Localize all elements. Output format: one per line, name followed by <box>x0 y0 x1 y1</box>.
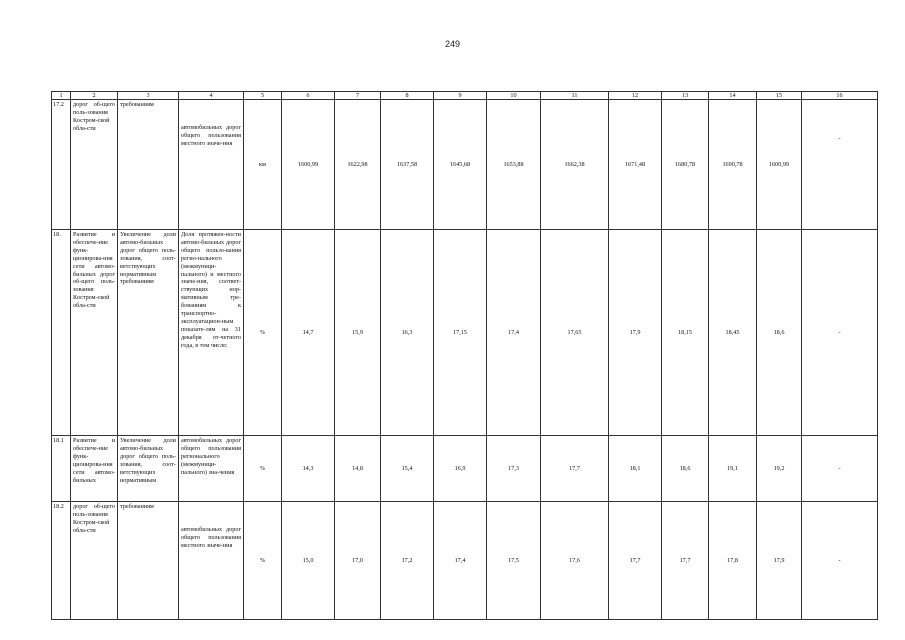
value-cell: 18,15 <box>662 230 709 436</box>
value-cell: 1671,48 <box>609 100 662 230</box>
value-cell: 15,9 <box>335 230 381 436</box>
header-cell: 8 <box>381 92 434 100</box>
value-cell: 17,7 <box>662 502 709 620</box>
value-cell: 1600,99 <box>282 100 335 230</box>
value-cell: 18,6 <box>757 230 802 436</box>
row-index: 18.2 <box>52 502 71 620</box>
value-cell: 18,45 <box>709 230 757 436</box>
task-cell: требованиям <box>118 502 179 620</box>
value-cell: 15,0 <box>282 502 335 620</box>
header-cell: 7 <box>335 92 381 100</box>
value-cell: 17,7 <box>541 436 609 502</box>
note-cell: - <box>802 436 878 502</box>
header-cell: 11 <box>541 92 609 100</box>
value-cell: 14,8 <box>335 436 381 502</box>
goal-cell: Развитие и обеспече-ние функ-ционирова-ния сети автомо-бильных дорог об-щего поль-зования Костром-ской обла-сти <box>71 230 118 436</box>
row-index: 18. <box>52 230 71 436</box>
value-cell: 17,5 <box>487 502 541 620</box>
task-cell: Увеличение доли автомо-бильных дорог общего поль-зования, соот-ветствующих нормативным <box>118 436 179 502</box>
value-cell: 18,1 <box>609 436 662 502</box>
value-cell: 17,3 <box>487 436 541 502</box>
header-cell: 12 <box>609 92 662 100</box>
value-cell: 17,4 <box>434 502 487 620</box>
value-cell: 1600,99 <box>757 100 802 230</box>
indicator-cell: автомобильных дорог общего пользования местного значе-ния <box>179 100 244 230</box>
unit-cell: % <box>244 436 282 502</box>
value-cell: 17,0 <box>335 502 381 620</box>
note-cell: - <box>802 230 878 436</box>
header-cell: 10 <box>487 92 541 100</box>
value-cell: 16,9 <box>434 436 487 502</box>
header-cell: 5 <box>244 92 282 100</box>
value-cell: 1653,88 <box>487 100 541 230</box>
header-cell: 6 <box>282 92 335 100</box>
value-cell: 17,65 <box>541 230 609 436</box>
header-cell: 1 <box>52 92 71 100</box>
value-cell: 14,3 <box>282 436 335 502</box>
header-row <box>52 92 878 100</box>
header-cell: 13 <box>662 92 709 100</box>
note-cell: - <box>802 502 878 620</box>
value-cell: 14,7 <box>282 230 335 436</box>
unit-cell: % <box>244 502 282 620</box>
header-cell: 14 <box>709 92 757 100</box>
unit-cell: км <box>244 100 282 230</box>
goal-cell: дорог об-щего поль-зования Костром-ской обла-сти <box>71 100 118 230</box>
value-cell: 17,9 <box>757 502 802 620</box>
header-cell: 16 <box>802 92 878 100</box>
value-cell: 18,6 <box>662 436 709 502</box>
task-cell: требованиям <box>118 100 179 230</box>
value-cell: 17,8 <box>709 502 757 620</box>
value-cell: 1680,78 <box>662 100 709 230</box>
value-cell: 16,3 <box>381 230 434 436</box>
unit-cell: % <box>244 230 282 436</box>
indicator-cell: автомобильных дорог общего пользования местного значе-ния <box>179 502 244 620</box>
value-cell: 19,2 <box>757 436 802 502</box>
table-row <box>52 230 878 436</box>
indicators-table <box>51 91 878 620</box>
value-cell: 1622,98 <box>335 100 381 230</box>
goal-cell: дорог об-щего поль-зования Костром-ской обла-сти <box>71 502 118 620</box>
value-cell: 1662,38 <box>541 100 609 230</box>
value-cell: 17,2 <box>381 502 434 620</box>
header-cell: 4 <box>179 92 244 100</box>
indicator-cell: автомобильных дорог общего пользования регионального (межмуници-пального) зна-чения <box>179 436 244 502</box>
value-cell: 19,1 <box>709 436 757 502</box>
value-cell: 17,15 <box>434 230 487 436</box>
goal-cell: Развитие и обеспече-ние функ-ционирова-ния сети автомо-бильных <box>71 436 118 502</box>
value-cell: 17,6 <box>541 502 609 620</box>
value-cell: 15,4 <box>381 436 434 502</box>
table-row <box>52 502 878 620</box>
value-cell: 17,4 <box>487 230 541 436</box>
task-cell: Увеличение доли автомо-бильных дорог общего поль-зования, соот-ветствующих нормативным требованиям <box>118 230 179 436</box>
header-cell: 2 <box>71 92 118 100</box>
value-cell: 1690,78 <box>709 100 757 230</box>
indicator-cell: Доля протяжен-ности автомо-бильных дорог общего пользо-вания регио-нального (межмуници-пального) и местного значе-ния, соответ-ствующих нор-мативным тре-бованиям к транспортно-эксплуатацион-ным показате-лям на 31 декабря от-четного года, в том числе: <box>179 230 244 436</box>
value-cell: 1637,58 <box>381 100 434 230</box>
table-row <box>52 436 878 502</box>
row-index: 17.2 <box>52 100 71 230</box>
value-cell: 1645,68 <box>434 100 487 230</box>
note-cell: - <box>802 100 878 230</box>
value-cell: 17,9 <box>609 230 662 436</box>
value-cell: 17,7 <box>609 502 662 620</box>
header-cell: 9 <box>434 92 487 100</box>
header-cell: 3 <box>118 92 179 100</box>
table-row <box>52 100 878 230</box>
row-index: 18.1 <box>52 436 71 502</box>
page-number: 249 <box>444 39 461 49</box>
header-cell: 15 <box>757 92 802 100</box>
